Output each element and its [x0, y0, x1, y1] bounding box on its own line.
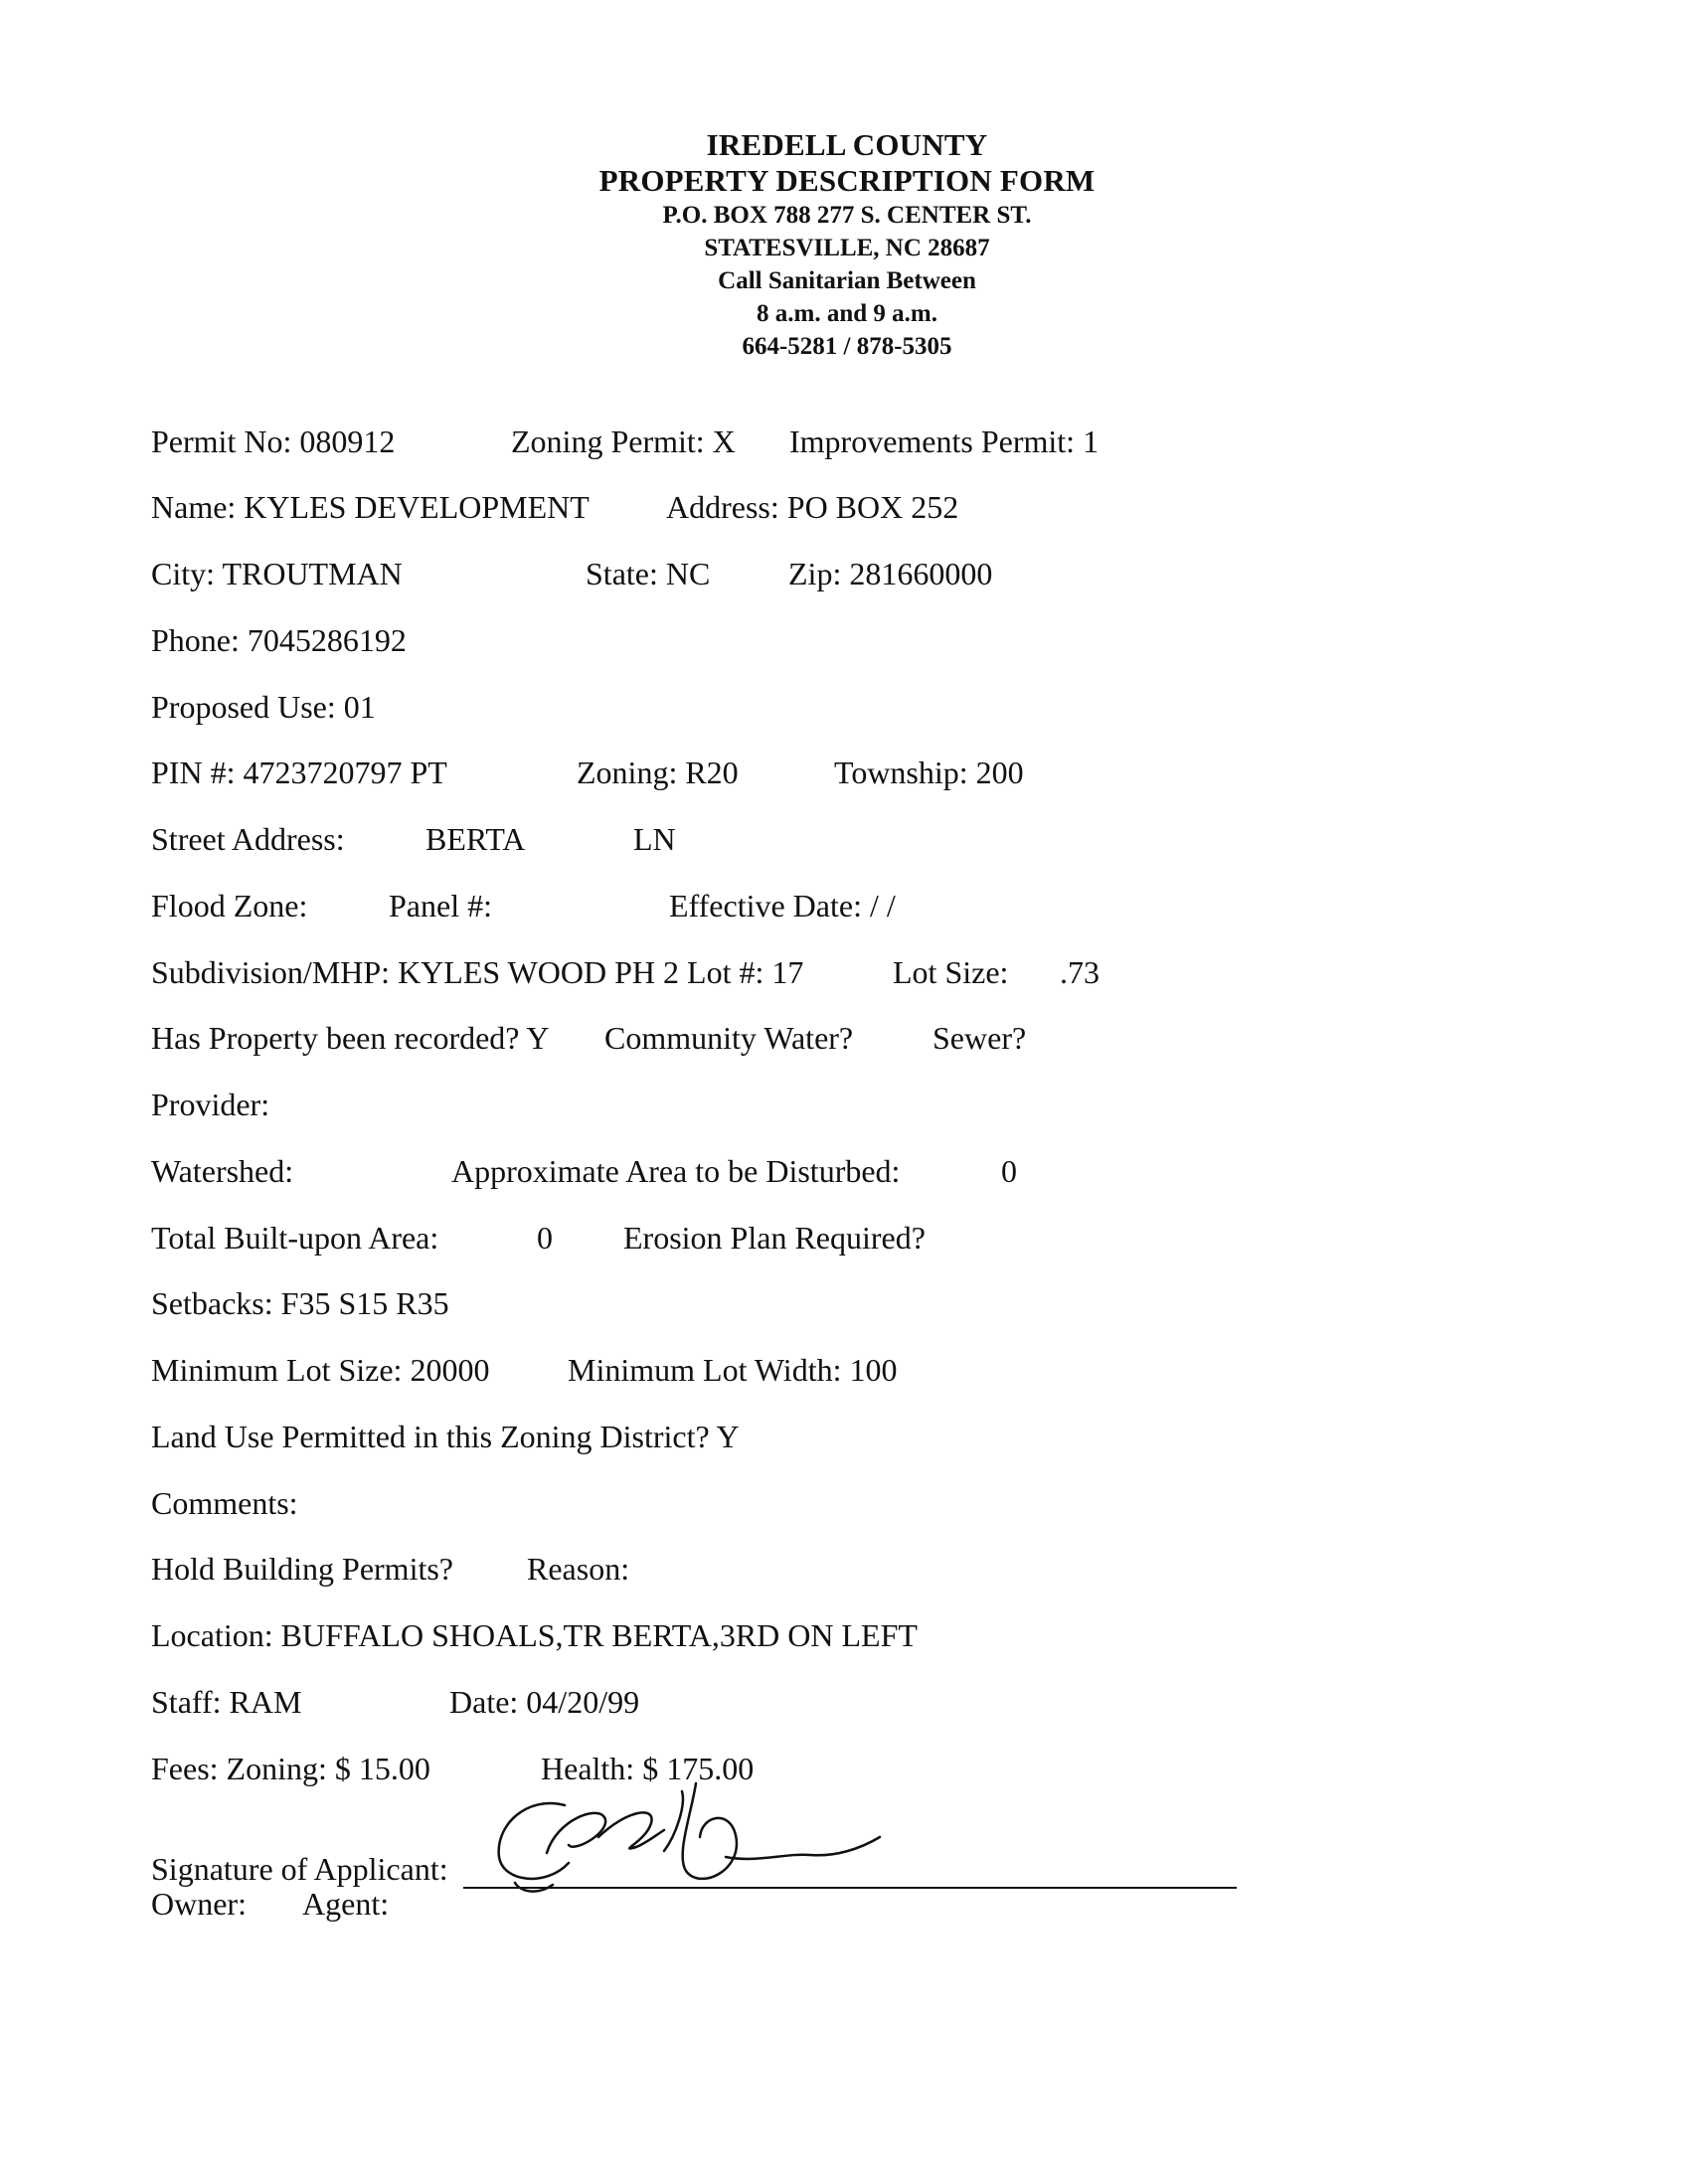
phone: Phone: 7045286192: [151, 622, 407, 658]
built-upon-label: Total Built-upon Area:: [151, 1220, 439, 1256]
staff: Staff: RAM: [151, 1684, 302, 1720]
office-address: P.O. BOX 788 277 S. CENTER ST.: [662, 202, 1032, 229]
lot-size-label: Lot Size:: [893, 954, 1009, 990]
built-upon-value: 0: [537, 1220, 553, 1256]
street-suffix: LN: [633, 821, 676, 857]
reason: Reason:: [527, 1551, 630, 1587]
community-water: Community Water?: [604, 1020, 854, 1056]
zoning: Zoning: R20: [577, 755, 739, 790]
form-header: [0, 127, 1694, 363]
improvements-permit: Improvements Permit: 1: [789, 423, 1100, 459]
date: Date: 04/20/99: [449, 1684, 640, 1720]
effective-date: Effective Date: / /: [669, 888, 896, 924]
fees-health: Health: $ 175.00: [541, 1751, 755, 1786]
signature-label: Signature of Applicant:: [151, 1851, 448, 1887]
applicant-address: Address: PO BOX 252: [666, 489, 959, 525]
panel-number: Panel #:: [389, 888, 492, 924]
property-recorded: Has Property been recorded? Y: [151, 1020, 550, 1056]
street-address-label: Street Address:: [151, 821, 345, 857]
form-title: PROPERTY DESCRIPTION FORM: [598, 163, 1096, 198]
fees-zoning: Fees: Zoning: $ 15.00: [151, 1751, 430, 1786]
office-city: STATESVILLE, NC 28687: [704, 235, 990, 261]
area-disturbed-value: 0: [1001, 1153, 1017, 1189]
city: City: TROUTMAN: [151, 556, 403, 591]
zoning-permit: Zoning Permit: X: [511, 423, 736, 459]
land-use-permitted: Land Use Permitted in this Zoning District? Y: [151, 1419, 740, 1454]
township: Township: 200: [834, 755, 1024, 790]
applicant-name: Name: KYLES DEVELOPMENT: [151, 489, 590, 525]
permit-no: Permit No: 080912: [151, 423, 396, 459]
location: Location: BUFFALO SHOALS,TR BERTA,3RD ON LEFT: [151, 1617, 918, 1653]
comments: Comments:: [151, 1485, 298, 1521]
flood-zone: Flood Zone:: [151, 888, 308, 924]
agent: Agent:: [302, 1886, 390, 1922]
watershed: Watershed:: [151, 1153, 294, 1189]
subdivision: Subdivision/MHP: KYLES WOOD PH 2 Lot #: 17: [151, 954, 804, 990]
zip: Zip: 281660000: [788, 556, 993, 591]
call-hours: 8 a.m. and 9 a.m.: [757, 300, 937, 327]
call-note: Call Sanitarian Between: [718, 267, 976, 294]
state: State: NC: [586, 556, 711, 591]
county-title: IREDELL COUNTY: [706, 127, 988, 162]
phone-numbers: 664-5281 / 878-5305: [742, 333, 952, 360]
hold-building-permits: Hold Building Permits?: [151, 1551, 453, 1587]
provider: Provider:: [151, 1087, 270, 1122]
owner: Owner:: [151, 1886, 247, 1922]
min-lot-size: Minimum Lot Size: 20000: [151, 1352, 490, 1388]
applicant-signature: [487, 1775, 905, 1905]
sewer: Sewer?: [932, 1020, 1027, 1056]
min-lot-width: Minimum Lot Width: 100: [568, 1352, 898, 1388]
street-name: BERTA: [425, 821, 526, 857]
setbacks: Setbacks: F35 S15 R35: [151, 1285, 449, 1321]
erosion-plan: Erosion Plan Required?: [623, 1220, 926, 1256]
pin: PIN #: 4723720797 PT: [151, 755, 447, 790]
lot-size-value: .73: [1060, 954, 1100, 990]
proposed-use: Proposed Use: 01: [151, 689, 376, 725]
area-disturbed-label: Approximate Area to be Disturbed:: [451, 1153, 901, 1189]
